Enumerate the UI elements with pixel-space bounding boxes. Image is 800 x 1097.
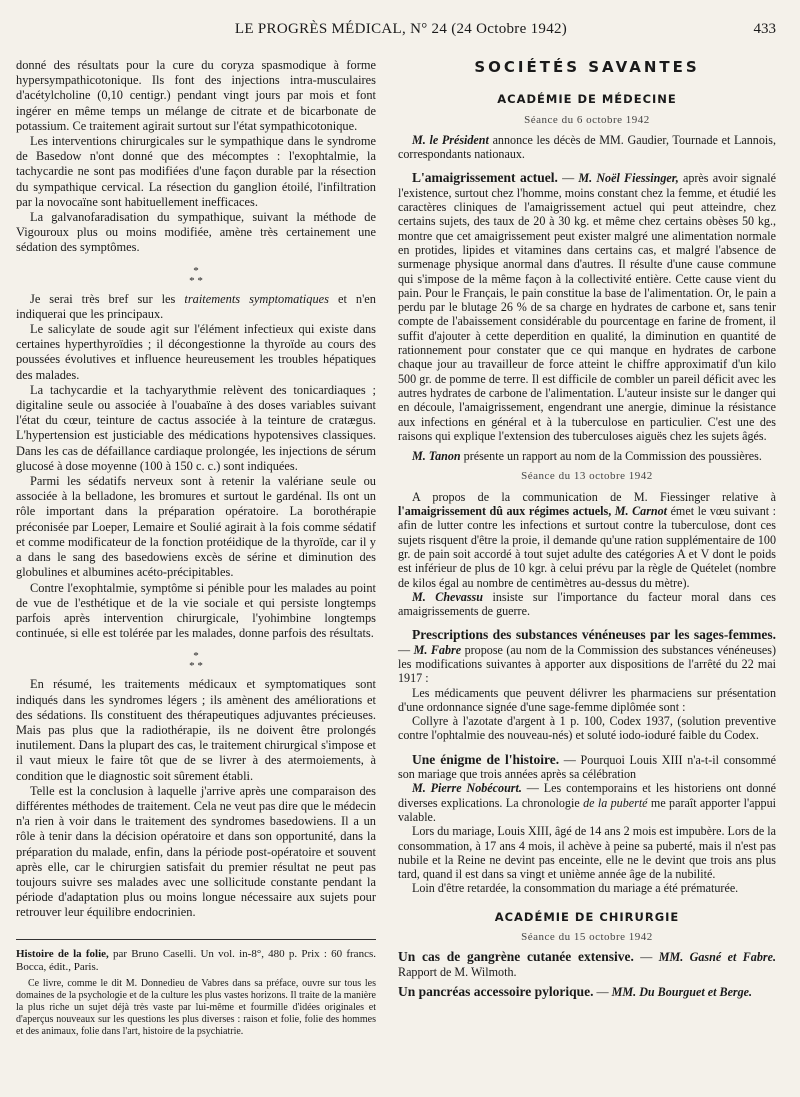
paragraph: L'amaigrissement actuel. — M. Noël Fiessinger, après avoir signalé l'existence, surtout chez l'homme, moins constant chez la femme, et étudié les caractères cliniques de l'amaigrissement actuel qui peut atteindre, chez certains sujets, des taux de 20 à 30 kg. et même chez certains obèses 50 kg., montre que cet amaigrissement peut exister malgré une alimentation normale en protides, lipides et vitamines dans certains cas, et malgré l'absence de surmenage physique anormal dans d'autres. Il résulte d'une cause commune qui s'impose de la même façon à la collectivité entière. Cette cause vient du pain. Pour le Français, le pain constitue la base de l'alimentation. Or, le pain a perdu par le blutage 26 % de sa charge en hydrates de carbone et, sans tenir compte de l'abaissement considérable du pourcentage en farine de froment, il suffit d'ajouter à cette deperdition en qualité, la diminution en quantité de rationnement pour constater que ce qui manque en hydrates de carbone chaque jour au travailleur de force atteint le chiffre approximatif d'un kilo 500 gr. de pomme de terre. Il est difficile de combler un pareil déficit avec les autres hydrates de carbone de l'alimentation. L'auteur insiste sur le danger qui en découle, l'amaigrissement, engendrant une anergie, diminue la résistance aux infections en général et à la tuberculose en particulier. C'est une des raisons qui explique l'extension des tuberculoses aiguës chez les sujets âgés. <box>398 170 776 443</box>
paragraph: Les interventions chirurgicales sur le sympathique dans le syndrome de Basedow n'ont donné que des mécomptes : l'exophtalmie, la tachycardie ne sont pas modifiées d'une façon durable par la résection du sympathique cervical. La résection du ganglion étoilé, l'infiltration par la novocaïne sont habituellement inefficaces. <box>16 134 376 209</box>
section-rule <box>16 939 376 940</box>
paragraph: Contre l'exophtalmie, symptôme si pénible pour les malades au point de vue de l'esthétique et de la vie sociale et qui persiste longtemps parfois après intervention chirurgicale, l'yohimbine longtemps continuée, si elle est tolérée par les malades, donne parfois des résultats. <box>16 580 376 641</box>
asterism-divider: * * * <box>189 650 203 673</box>
academy-heading: ACADÉMIE DE MÉDECINE <box>497 92 677 107</box>
paragraph: Lors du mariage, Louis XIII, âgé de 14 ans 2 mois est impubère. Lors de la consommation, à 17 ans 4 mois, il achève à peine sa puberté, mais il n'est pas nubile et la Reine ne devint pas enceinte, elle ne le devint que trois ans plus tard, quand il est dans sa vingt et unième année âge de la nubilité. <box>398 824 776 882</box>
paragraph: donné des résultats pour la cure du coryza spasmodique à forme hypersympathicotonique. Ils font des injections intra-musculaires d'acétylcholine (0,10 centigr.) pendant vingt jours par mois et font ingérer en même temps un mélange de citrate et de bicarbonate de potassium. Ce traitement agirait surtout sur l'état sympathicotonique. <box>16 58 376 133</box>
paragraph: Prescriptions des substances vénéneuses par les sages-femmes. — M. Fabre propose (au nom de la Commission des substances vénéneuses) les modifications suivantes à apporter aux dispositions de l'arrêté du 22 mai 1917 : <box>398 627 776 686</box>
paragraph: En résumé, les traitements médicaux et symptomatiques sont indiqués dans les syndromes légers ; ils amènent des améliorations et des sédations. Ils constituent des thérapeutiques adjuvantes précieuses. Mais pas plus que la radiothérapie, ils ne doivent être prolongés inutilement. Dans la plupart des cas, le traitement chirurgical s'impose et il vaut mieux le faire tôt que de se livrer à des atermoiements, à condition que le diagnostic soit sûrement établi. <box>16 677 376 783</box>
session-date: Séance du 15 octobre 1942 <box>521 931 653 944</box>
paragraph: A propos de la communication de M. Fiessinger relative à l'amaigrissement dû aux régimes actuels, M. Carnot émet le vœu suivant : afin de lutter contre les infections et surtout contre la tuberculose, dont ces sujets risquent d'être la proie, il demande qu'une ration supplémentaire de 100 gr. de pain soit accordé à tout sujet adulte des catégories A et V dont le poids est inférieur de plus de 10 kgr. à celui prévu par la règle de Quételet (nombre de kilos égal au nombre de centimètres au-dessus du mètre). <box>398 489 776 590</box>
paragraph: Les médicaments que peuvent délivrer les pharmaciens sur présentation d'une ordonnance signée d'une sage-femme diplômée sont : <box>398 685 776 714</box>
running-title: LE PROGRÈS MÉDICAL, N° 24 (24 Octobre 1942) <box>234 21 568 37</box>
paragraph: M. Tanon présente un rapport au nom de la Commission des poussières. <box>412 449 762 464</box>
paragraph: La tachycardie et la tachyarythmie relèvent des tonicardiaques ; digitaline seule ou associée à l'ouabaïne à des doses variables suivant l'état du cœur, teinture de cactus associée à la teinture de cratægus. L'hypertension est justiciable des médications hypotensives classiques. Dans les cas de défaillance cardiaque prolongée, les injections de sérum glucosé à dose moyenne (100 à 150 c. c.) sont indiquées. <box>16 382 376 473</box>
paragraph: Un cas de gangrène cutanée extensive. — MM. Gasné et Fabre. Rapport de M. Wilmoth. <box>398 949 777 979</box>
paragraph: M. Chevassu insiste sur l'importance du facteur moral dans ces amaigrissements de guerre. <box>398 589 776 619</box>
session-date: Séance du 6 octobre 1942 <box>524 113 650 126</box>
page-number: 433 <box>753 21 776 37</box>
paragraph: Loin d'être retardée, la consommation du mariage a été prématurée. <box>412 881 739 896</box>
paragraph: La galvanofaradisation du sympathique, suivant la méthode de Vigouroux plus ou moins modifiée, amène très certainement une sédation des symptômes. <box>16 210 376 255</box>
book-review <box>16 948 376 1038</box>
paragraph: Je serai très bref sur les traitements symptomatiques et n'en indiquerai que les principaux. <box>16 291 377 321</box>
book-description: Ce livre, comme le dit M. Donnedieu de Vabres dans sa préface, ouvre sur tous les domaines de la psychologie et de la culture les plus vastes horizons. Il traite de la manière la plus riche un sujet déjà très vaste par lui-même et fourmille d'idées originales et d'aperçus nouveaux sur les questions les plus diverses : raison et folie, folie des hommes et des animaux, folie dans l'art, histoire de la psychiatrie. <box>16 977 376 1037</box>
left-column <box>16 58 376 1038</box>
session-date: Séance du 13 octobre 1942 <box>521 470 653 483</box>
paragraph: M. Pierre Nobécourt. — Les contemporains et les historiens ont donné diverses explications. La chronologie de la puberté me paraît apporter l'appui valable. <box>398 781 776 824</box>
asterism-divider: * * * <box>189 264 203 287</box>
right-column <box>398 58 776 999</box>
paragraph: Parmi les sédatifs nerveux sont à retenir la valériane seule ou associée à la belladone, les bromures et surtout le gardénal. Ils ont un rôle important dans la préparation opératoire. La borothérapie préconisée par Loeper, Lemaire et Soulié agirait à la fois comme sédatif et comme modificateur de la fonction protéidique de la thyroïde, car il y a dans le sang des basedowiens excès de sérine et diminution des globulines et albumines acéto-précipitables. <box>16 474 376 580</box>
paragraph: M. le Président annonce les décès de MM. Gaudier, Tournade et Lannois, correspondants nationaux. <box>398 132 776 162</box>
paragraph: Telle est la conclusion à laquelle j'arrive après une comparaison des différentes méthodes de traitement. Cela ne veut pas dire que le médecin n'a rien à voir dans le traitement des syndromes basedowiens. Il a un rôle à tenir dans la décision opératoire et dans son opportunité, dans la préparation du malade, enfin, dans la période post-opératoire et souvent après elle, car le chirurgien satisfait du premier résultat ne peut pas toujours suivre ses malades avec une sollicitude constante pendant la période d'adaptation plus ou moins longue nécessaire aux sujets pour retrouver leur équilibre endocrinien. <box>16 783 376 920</box>
paragraph: Un pancréas accessoire pylorique. — MM. Du Bourguet et Berge. <box>398 983 753 999</box>
paragraph: Collyre à l'azotate d'argent à 1 p. 100, Codex 1937, (solution preventive contre l'ophtalmie des nouveau-nés) et soluté iodo-ioduré faible du Codex. <box>398 714 776 743</box>
section-title: SOCIÉTÉS SAVANTES <box>474 58 700 76</box>
academy-heading: ACADÉMIE DE CHIRURGIE <box>494 909 680 924</box>
book-citation: Histoire de la folie, par Bruno Caselli. Un vol. in-8°, 480 p. Prix : 60 francs. Bocca, édit., Paris. <box>16 947 376 973</box>
paragraph: Le salicylate de soude agit sur l'élément infectieux qui existe dans certaines hyperthyroïdies ; il décongestionne la thyroïde au cours des poussées évolutives et influence heureusement les troubles hépatiques des malades. <box>16 322 376 382</box>
page-header <box>16 21 786 41</box>
paragraph: Une énigme de l'histoire. — Pourquoi Louis XIII n'a-t-il consommé son mariage que trois années après sa célébration <box>398 751 776 782</box>
